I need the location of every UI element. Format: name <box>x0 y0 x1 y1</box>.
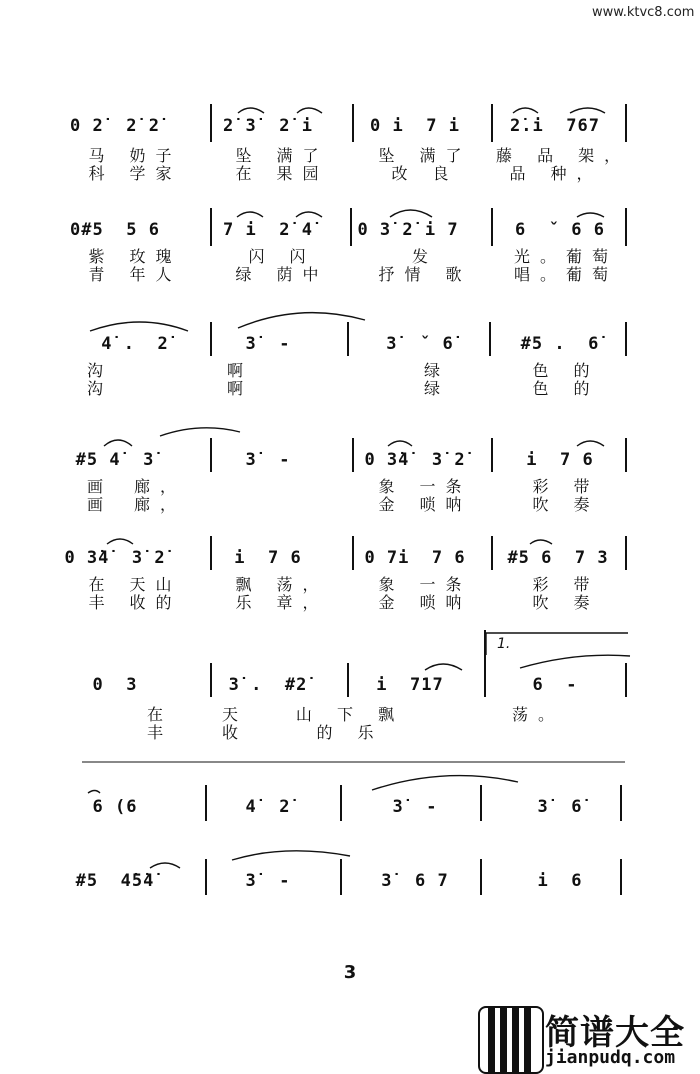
piano-keys-icon <box>478 1006 544 1074</box>
logo[interactable] <box>470 1003 700 1073</box>
note-group: i 717 <box>376 675 444 695</box>
note-group: i 7 6 <box>526 450 594 470</box>
logo-url: jianpudq.com <box>545 1047 676 1068</box>
lyric-line-2: 丰 收的 <box>88 593 182 612</box>
note-group: #5 . 6̇ <box>520 334 600 354</box>
slur <box>577 441 604 446</box>
site-url[interactable]: www.ktvc8.com <box>592 5 695 20</box>
lyric-line-2: 廊， <box>133 495 186 514</box>
slur <box>107 539 133 544</box>
note-group: 2̇ 3̇ 2̇ i <box>223 116 313 136</box>
note-group: 0 i 7 i <box>370 116 460 136</box>
lyric-line-2: 乐 章， <box>235 593 329 612</box>
lyric-line-2: 的 乐 <box>316 723 384 742</box>
lyric-line-1: 绿 <box>423 361 450 380</box>
slur <box>88 791 100 794</box>
lyric-line-1: 画 <box>86 477 113 496</box>
note-group: 6 - <box>532 675 578 695</box>
lyric-line-1: 色 的 <box>532 361 600 380</box>
note-group: 3̇ - <box>245 871 291 891</box>
note-group: 2̇.i 767 <box>510 116 600 136</box>
lyric-line-2: 绿 <box>423 379 450 398</box>
lyric-line-1: 在 <box>146 705 173 724</box>
note-group: i 7 6 <box>234 548 302 568</box>
page-number: 3 <box>343 962 357 983</box>
volta-label: 1. <box>497 636 511 652</box>
logo-title: 简谱大全 <box>545 1013 685 1053</box>
slur <box>372 776 518 790</box>
lyric-line-2: 金 唢呐 <box>378 495 472 514</box>
lyric-line-1: 彩 带 <box>532 477 600 496</box>
note-group: 0 3̇ 2̇ i 7 <box>357 220 459 240</box>
lyric-line-2: 啊 <box>226 379 253 398</box>
note-group: 0 7i 7 6 <box>364 548 466 568</box>
note-group: i 6 <box>537 871 583 891</box>
lyric-line-1: 坠 满了 <box>378 146 472 165</box>
slur <box>388 441 412 446</box>
lyric-line-1: 闪 闪 <box>248 247 316 266</box>
note-group: 3̇ - <box>392 797 438 817</box>
note-group: 6 (6 <box>92 797 138 817</box>
lyric-line-1: 沟 <box>86 361 113 380</box>
slur <box>530 540 552 544</box>
slur <box>150 863 180 868</box>
note-group: 0 3 <box>92 675 138 695</box>
slur <box>425 664 462 670</box>
slur <box>513 108 538 113</box>
slur <box>238 108 264 113</box>
slur <box>90 322 188 331</box>
lyric-line-2: 科 学家 <box>88 164 182 183</box>
slur <box>577 213 604 217</box>
note-group: 3̇ - <box>245 334 291 354</box>
slur <box>160 428 240 436</box>
note-group: 3̇ - <box>245 450 291 470</box>
note-group: 3̇ 6̇ <box>537 797 583 817</box>
note-group: 0 3̇4̇ 3̇ 2̇ <box>64 548 166 568</box>
lyric-line-2: 改 良 <box>391 164 459 183</box>
lyric-line-1: 马 奶子 <box>88 146 182 165</box>
lyric-line-2: 金 唢呐 <box>378 593 472 612</box>
lyric-line-1: 在 天山 <box>88 575 182 594</box>
lyric-line-2: 吹 奏 <box>532 593 600 612</box>
note-group: 0#5 5 6 <box>70 220 160 240</box>
lyric-line-1: 啊 <box>226 361 253 380</box>
lyric-line-2: 品 种， <box>509 164 603 183</box>
slur <box>520 655 630 668</box>
lyric-line-1: 飘 荡， <box>235 575 329 594</box>
lyric-line-2: 收 <box>221 723 248 742</box>
note-group: 6 ˇ 6 6 <box>515 220 605 240</box>
slur <box>570 108 605 113</box>
lyric-line-2: 色 的 <box>532 379 600 398</box>
lyric-line-1: 山 下 飘 <box>295 705 405 724</box>
lyric-line-1: 坠 满了 <box>235 146 329 165</box>
lyric-line-1: 彩 带 <box>532 575 600 594</box>
lyric-line-1: 紫 玫瑰 <box>88 247 182 266</box>
note-group: 0 2̇ 2̇ 2̇ <box>70 116 160 136</box>
note-group: #5 6 7 3 <box>507 548 609 568</box>
lyric-line-2: 在 果园 <box>235 164 329 183</box>
note-group: 3̇ 6 7 <box>381 871 449 891</box>
lyric-line-1: 象 一条 <box>378 575 472 594</box>
slur <box>238 313 365 328</box>
note-group: 7 i 2̇ 4̇ <box>223 220 313 240</box>
slur <box>297 108 322 113</box>
slur <box>232 851 350 860</box>
note-group: 3̇ ˇ 6̇ <box>386 334 454 354</box>
note-group: #5 4̇ 3̇ <box>75 450 155 470</box>
lyric-line-2: 吹 奏 <box>532 495 600 514</box>
note-group: 4̇ 2̇ <box>245 797 291 817</box>
lyric-line-2: 绿 荫中 <box>235 265 329 284</box>
lyric-line-1: 发 <box>411 247 438 266</box>
lyric-line-1: 藤 品 架， <box>496 146 631 165</box>
note-group: 4̇ . 2̇ <box>101 334 169 354</box>
note-group: #5 4̇5̇4̇ <box>75 871 155 891</box>
lyric-line-2: 丰 <box>146 723 173 742</box>
lyric-line-1: 光。葡萄 <box>513 247 618 266</box>
lyric-line-1: 廊， <box>133 477 186 496</box>
lyric-line-2: 唱。葡萄 <box>513 265 618 284</box>
lyric-line-1: 天 <box>221 705 248 724</box>
lyric-line-2: 青 年人 <box>88 265 182 284</box>
slur <box>390 210 432 217</box>
slur <box>296 212 322 217</box>
lyric-line-1: 荡。 <box>511 705 564 724</box>
slur <box>104 440 132 446</box>
lyric-line-2: 画 <box>86 495 113 514</box>
slur <box>237 212 263 217</box>
lyric-line-2: 沟 <box>86 379 113 398</box>
lyric-line-2: 抒情 歌 <box>378 265 472 284</box>
note-group: 0 3̇4̇ 3̇ 2̇ <box>364 450 466 470</box>
lyric-line-1: 象 一条 <box>378 477 472 496</box>
note-group: 3̇ . #2̇ <box>228 675 308 695</box>
